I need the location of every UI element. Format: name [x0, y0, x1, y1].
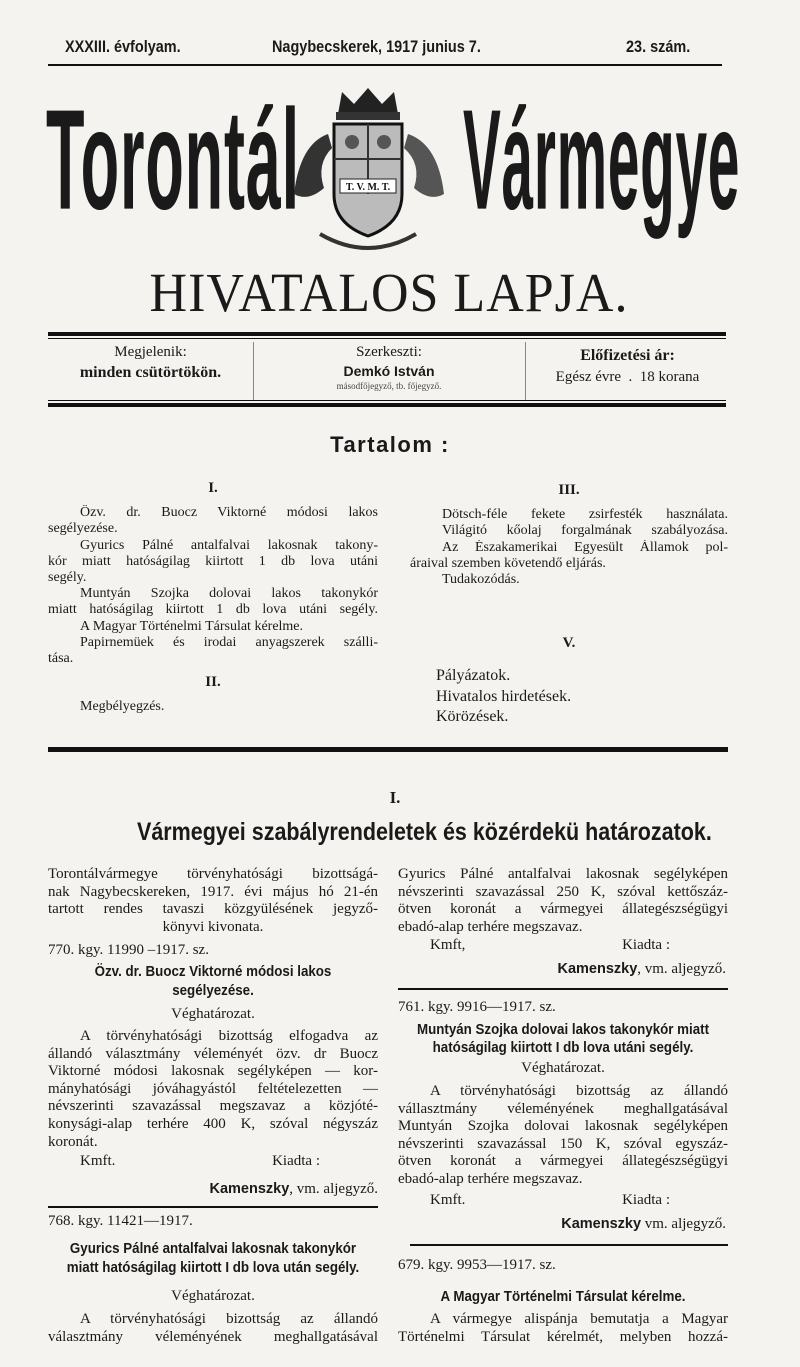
- text-line: Történelmi Társulat kérelmét, melyben hozzá-: [398, 1328, 728, 1345]
- text-line: Muntyán Szojka dolovai lakos takonykór: [80, 586, 378, 602]
- text-line: Tudakozódás.: [442, 571, 520, 587]
- published-value: minden csütörtökön.: [79, 364, 222, 381]
- article-title-line: miatt hatóságilag kiirtott I db lova után segély.: [66, 1260, 360, 1276]
- kiadta-label: Kiadta :: [622, 1192, 670, 1208]
- article-title-line: Muntyán Szojka dolovai lakos takonykór miatt: [416, 1022, 710, 1038]
- text-line: Özv. dr. Buocz Viktorné módosi lakos: [80, 505, 378, 521]
- article-title-line: hatóságilag kiirtott I db lova utáni segély.: [432, 1040, 694, 1056]
- text-line: névszerinti szavazással 250 K, szóval kettőszáz-: [398, 883, 728, 900]
- article-rule: [410, 1244, 728, 1246]
- contents-roman-v: V.: [562, 635, 576, 651]
- publication-info: [48, 342, 253, 384]
- text-line: A törvényhatósági bizottság az állandó: [80, 1311, 378, 1327]
- price-value: Egész évre . 18 korana: [555, 369, 700, 385]
- text-line: mányhatósági jóváhagyástól feltételezetten —: [48, 1080, 378, 1097]
- text-line: nak Nagybecskereken, 1917. évi május hó 21-én: [48, 883, 378, 900]
- article-number: 768. kgy. 11421—1917.: [48, 1213, 193, 1229]
- text-line: konysági-alap terhére 400 K, szóval négyszáz: [48, 1115, 378, 1132]
- decision-heading: Véghatározat.: [521, 1060, 605, 1076]
- roman-heading: I.: [208, 480, 218, 496]
- signature-title: , vm. aljegyző.: [289, 1181, 378, 1197]
- text-line: Muntyán Szojka dolovai lakosnak segélyképen: [398, 1118, 728, 1135]
- article-number: 761. kgy. 9916—1917. sz.: [398, 999, 556, 1015]
- article-title-line: Gyurics Pálné antalfalvai lakosnak takonykór: [69, 1241, 357, 1257]
- info-bottom-rule-thin: [48, 400, 726, 401]
- text-line: A Magyar Történelmi Társulat kérelme.: [80, 618, 304, 634]
- kiadta-label: Kiadta :: [622, 937, 670, 953]
- kiadta-label: Kiadta :: [272, 1153, 320, 1169]
- article-body: [48, 1028, 378, 1151]
- editor-title: másodfőjegyző, tb. főjegyző.: [336, 381, 442, 391]
- text-line: Torontálvármegye törvényhatósági bizottságá-: [48, 866, 378, 882]
- article-rule: [48, 1206, 378, 1208]
- intro-paragraph: [48, 866, 378, 936]
- published-label: Megjelenik:: [114, 344, 187, 360]
- signature-name: Kamenszky: [209, 1181, 290, 1197]
- text-line: segély.: [48, 569, 87, 585]
- article-body-continued: [398, 866, 728, 936]
- signature-row: [80, 1153, 320, 1170]
- article-number: 770. kgy. 11990 –1917. sz.: [48, 942, 209, 958]
- text-line: ebadó-alap terhére megszavaz.: [398, 918, 583, 935]
- text-line: tartott rendes tavaszi közgyülésének jegyző-: [48, 901, 378, 918]
- svg-text:T. V. M. T.: T. V. M. T.: [345, 182, 391, 193]
- masthead-title-left: Torontál: [46, 79, 301, 240]
- text-line: ebadó-alap terhére megszavaz.: [398, 1170, 583, 1187]
- text-line: ötven koronát a vármegyei állategészségügyi: [398, 1153, 728, 1170]
- section-title: Vármegyei szabályrendeletek és közérdekü határozatok.: [137, 818, 712, 846]
- text-line: A törvényhatósági bizottság az állandó: [430, 1083, 728, 1099]
- text-line: ötven koronát a vármegyei állategészségügyi: [398, 901, 728, 918]
- contents-left: [48, 480, 378, 716]
- text-line: választmány véleményének meghallgatásával: [48, 1328, 378, 1345]
- text-line: névszerinti szavazással 150 K, szóval egyszáz-: [398, 1135, 728, 1152]
- article-title: A Magyar Történelmi Társulat kérelme.: [440, 1289, 686, 1305]
- text-line: állandó választmány véleményét özv. dr Buocz: [48, 1045, 378, 1062]
- text-line: Viktorné módosi lakosnak segélyképen — kor-: [48, 1063, 378, 1080]
- info-top-rule: [48, 332, 726, 336]
- text-line: kór miatt hatóságilag kiirtott 1 db lova utáni: [48, 553, 378, 569]
- decision-heading: Véghatározat.: [171, 1006, 255, 1022]
- text-line: Gyurics Pálné antalfalvai lakosnak takony-: [80, 537, 378, 553]
- article-title: [404, 1021, 722, 1057]
- info-top-rule-thin: [48, 338, 726, 339]
- signature: [398, 1216, 726, 1233]
- signature: [48, 1181, 378, 1198]
- editor-info: [253, 342, 525, 392]
- decision-heading: Véghatározat.: [171, 1288, 255, 1304]
- text-line: tása.: [48, 650, 74, 666]
- editor-name: Demkó István: [343, 363, 435, 379]
- signature-title: vm. aljegyző.: [641, 1216, 726, 1232]
- signature-row: [430, 937, 670, 954]
- contents-item: Hivatalos hirdetések.: [436, 687, 572, 705]
- article-body: [398, 1083, 728, 1189]
- kmft-label: Kmft.: [430, 1192, 466, 1208]
- article-rule: [398, 988, 728, 990]
- kmft-label: Kmft.: [80, 1153, 116, 1169]
- info-bottom-rule: [48, 403, 726, 407]
- contents-right: [410, 482, 728, 588]
- text-line: áraival szemben követendő eljárás.: [410, 555, 606, 571]
- article-number: 679. kgy. 9953—1917. sz.: [398, 1257, 556, 1273]
- text-line: Gyurics Pálné antalfalvai lakosnak segélyképen: [398, 866, 728, 882]
- contents-v-list: [436, 666, 571, 728]
- place-date: Nagybecskerek, 1917 junius 7.: [272, 37, 481, 56]
- article-body: [398, 1311, 728, 1346]
- text-line: vállasztmány véleményének meghallgatásával: [398, 1100, 728, 1117]
- roman-heading: III.: [558, 482, 580, 498]
- header-rule: [48, 64, 722, 66]
- text-line: Megbélyegzés.: [80, 699, 165, 715]
- signature-name: Kamenszky: [561, 1216, 642, 1232]
- text-line: A törvényhatósági bizottság elfogadva az: [80, 1028, 378, 1044]
- price-info: [525, 345, 730, 387]
- article-title: [61, 963, 365, 1001]
- text-line: miatt hatóságilag kiirtott 1 db lova utáni segély.: [48, 602, 378, 618]
- text-line: koronát.: [48, 1133, 98, 1150]
- signature-row: [430, 1192, 670, 1209]
- text-line: könyvi kivonata.: [162, 918, 264, 935]
- article-title-line: segélyezése.: [172, 983, 254, 999]
- signature: [398, 961, 726, 978]
- text-line: Világitó kőolaj forgalmának szabályozása.: [442, 523, 728, 539]
- text-line: Dötsch-féle fekete zsirfesték használata.: [442, 507, 728, 523]
- masthead-title-right: Vármegye: [463, 79, 741, 240]
- article-body: [48, 1311, 378, 1346]
- volume-label: XXXIII. évfolyam.: [65, 37, 181, 56]
- coat-of-arms-icon: [280, 84, 456, 262]
- contents-title: Tartalom :: [330, 432, 450, 457]
- text-line: Az Északamerikai Egyesült Államok pol-: [442, 539, 728, 555]
- kmft-label: Kmft,: [430, 937, 466, 953]
- article-title: [54, 1240, 372, 1278]
- masthead-subtitle: HIVATALOS LAPJA.: [149, 263, 629, 324]
- text-line: segélyezése.: [48, 521, 118, 537]
- signature-name: Kamenszky: [557, 961, 638, 977]
- article-title-line: Özv. dr. Buocz Viktorné módosi lakos: [94, 964, 332, 980]
- contents-item: Pályázatok.: [436, 667, 511, 684]
- text-line: Papirnemüek és irodai anyagszerek szálli-: [80, 634, 378, 650]
- text-line: névszerinti szavazással megszavaz a közjóté-: [48, 1098, 378, 1115]
- roman-heading: II.: [205, 674, 221, 691]
- issue-number: 23. szám.: [626, 37, 691, 56]
- signature-title: , vm. aljegyző.: [637, 961, 726, 977]
- contents-bottom-rule: [48, 747, 728, 752]
- editor-label: Szerkeszti:: [356, 344, 422, 360]
- price-label: Előfizetési ár:: [580, 347, 675, 364]
- text-line: A vármegye alispánja bemutatja a Magyar: [430, 1311, 728, 1327]
- contents-item: Körözések.: [436, 708, 509, 725]
- section-number: I.: [389, 788, 401, 807]
